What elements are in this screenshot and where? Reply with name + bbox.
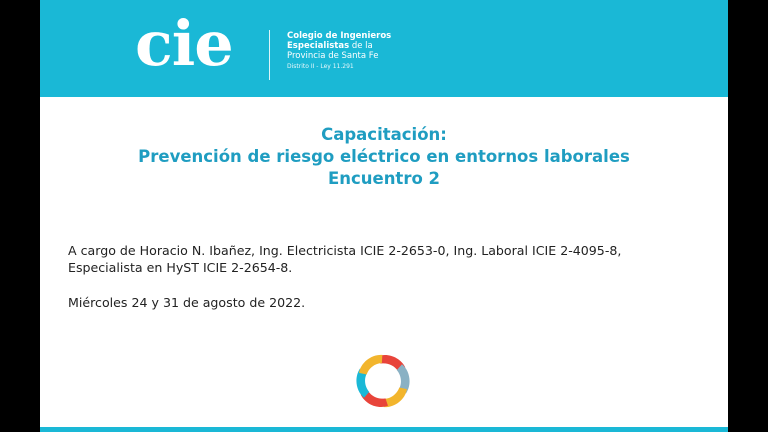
org-name (287, 31, 391, 73)
org-name-line2-rest: de la (349, 41, 373, 51)
slide-title (40, 124, 728, 190)
org-name-line1: Colegio de Ingenieros (287, 31, 392, 41)
header-banner (40, 0, 728, 97)
swirl-emblem-icon (352, 350, 414, 412)
logo-divider (269, 30, 270, 80)
title-line2: Prevención de riesgo eléctrico en entornos laborales (138, 147, 630, 166)
event-date: Miércoles 24 y 31 de agosto de 2022. (68, 295, 306, 310)
presenter-line1: A cargo de Horacio N. Ibañez, Ing. Electricista ICIE 2-2653-0, Ing. Laboral ICIE 2-4095-8, (68, 243, 622, 258)
org-registration: Distrito II - Ley 11.291 (287, 63, 354, 70)
title-line3: Encuentro 2 (327, 169, 441, 188)
slide (40, 0, 728, 432)
presenter-info (68, 242, 621, 276)
org-name-line2-bold: Especialistas (287, 41, 350, 51)
org-name-line3: Provincia de Santa Fe (287, 51, 379, 61)
presenter-line2: Especialista en HyST ICIE 2-2654-8. (68, 260, 293, 275)
footer-bar (40, 427, 728, 432)
emblem-petals (352, 350, 414, 412)
org-name-line2 (287, 41, 391, 51)
cie-logo: cie (135, 7, 233, 80)
title-line1: Capacitación: (321, 125, 447, 144)
